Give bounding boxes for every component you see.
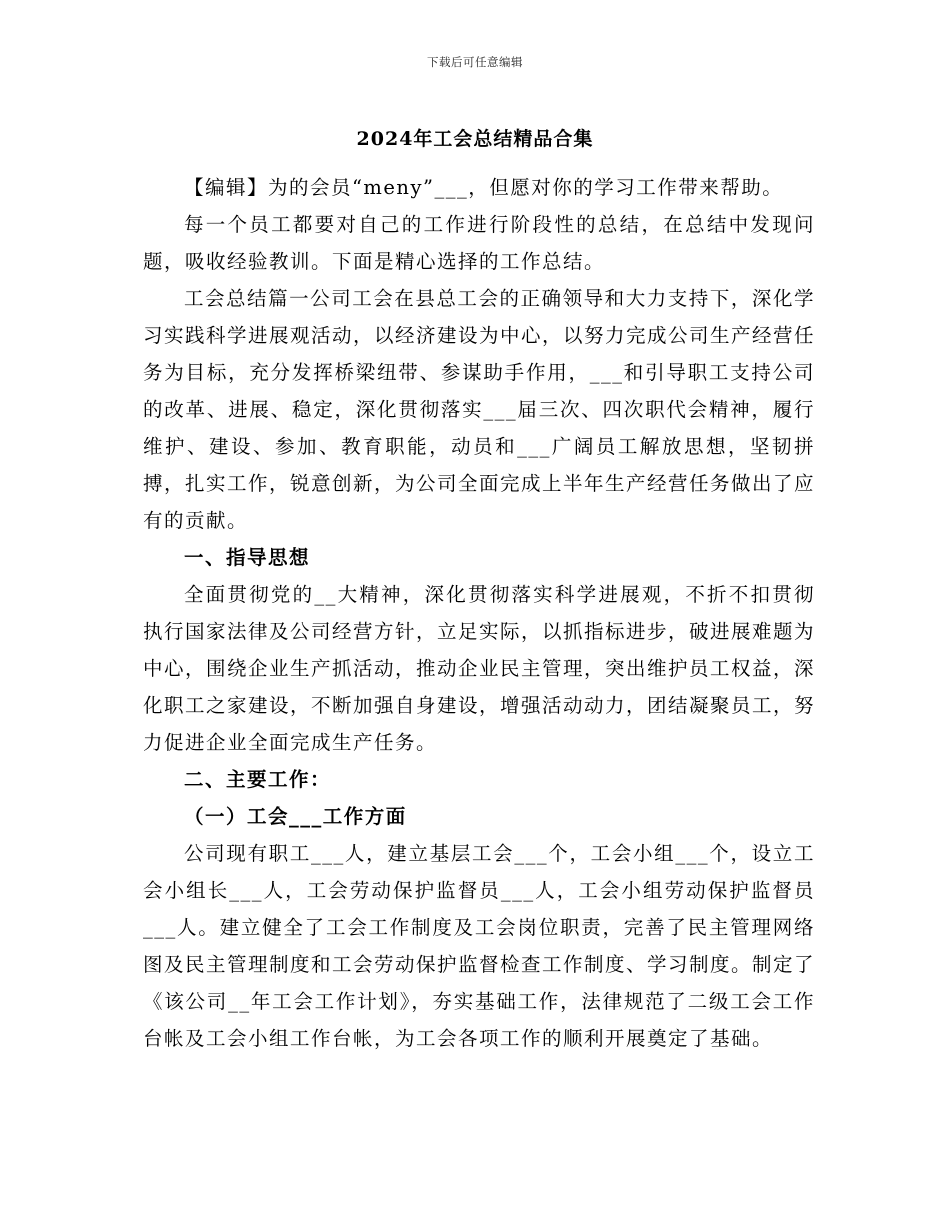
editor-note-paragraph: 【编辑】为的会员“meny”___，但愿对你的学习工作带来帮助。 (183, 176, 784, 199)
section-heading-main-work: 二、主要工作： (183, 768, 331, 791)
guiding-thought-paragraph: 全面贯彻党的__大精神，深化贯彻落实科学进展观，不折不扣贯彻执行国家法律及公司经营方针，立足实际，以抓指标进步，破进展难题为中心，围绕企业生产抓活动，推动企业民主管理，突出维护员工权益，深化职工之家建设，不断加强自身建设，增强活动动力，团结凝聚员工，努力促进企业全面完成生产任务。 (143, 583, 816, 754)
document-title: 2024年工会总结精品合集 (356, 128, 594, 150)
section-heading-guiding-thought: 一、指导思想 (183, 546, 310, 569)
summary-paragraph: 工会总结篇一公司工会在县总工会的正确领导和大力支持下，深化学习实践科学进展观活动，以经济建设为中心，以努力完成公司生产经营任务为目标，充分发挥桥梁纽带、参谋助手作用，___和引导职工支持公司的改革、进展、稳定，深化贯彻落实___届三次、四次职代会精神，履行维护、建设、参加、教育职能，动员和___广阔员工解放思想，坚韧拼搏，扎实工作，锐意创新，为公司全面完成上半年生产经营任务做出了应有的贡献。 (143, 287, 816, 532)
intro-paragraph: 每一个员工都要对自己的工作进行阶段性的总结，在总结中发现问题，吸收经验教训。下面是精心选择的工作总结。 (143, 213, 815, 273)
page-header-note: 下载后可任意编辑 (427, 55, 523, 69)
subsection-heading-union-work: （一）工会___工作方面 (183, 805, 407, 828)
union-work-paragraph: 公司现有职工___人，建立基层工会___个，工会小组___个，设立工会小组长___人，工会劳动保护监督员___人，工会小组劳动保护监督员___人。建立健全了工会工作制度及工会岗位职责，完善了民主管理网络图及民主管理制度和工会劳动保护监督检查工作制度、学习制度。制定了《该公司__年工会工作计划》，夯实基础工作，法律规范了二级工会工作台帐及工会小组工作台帐，为工会各项工作的顺利开展奠定了基础。 (143, 842, 816, 1050)
document-body (143, 169, 815, 1057)
